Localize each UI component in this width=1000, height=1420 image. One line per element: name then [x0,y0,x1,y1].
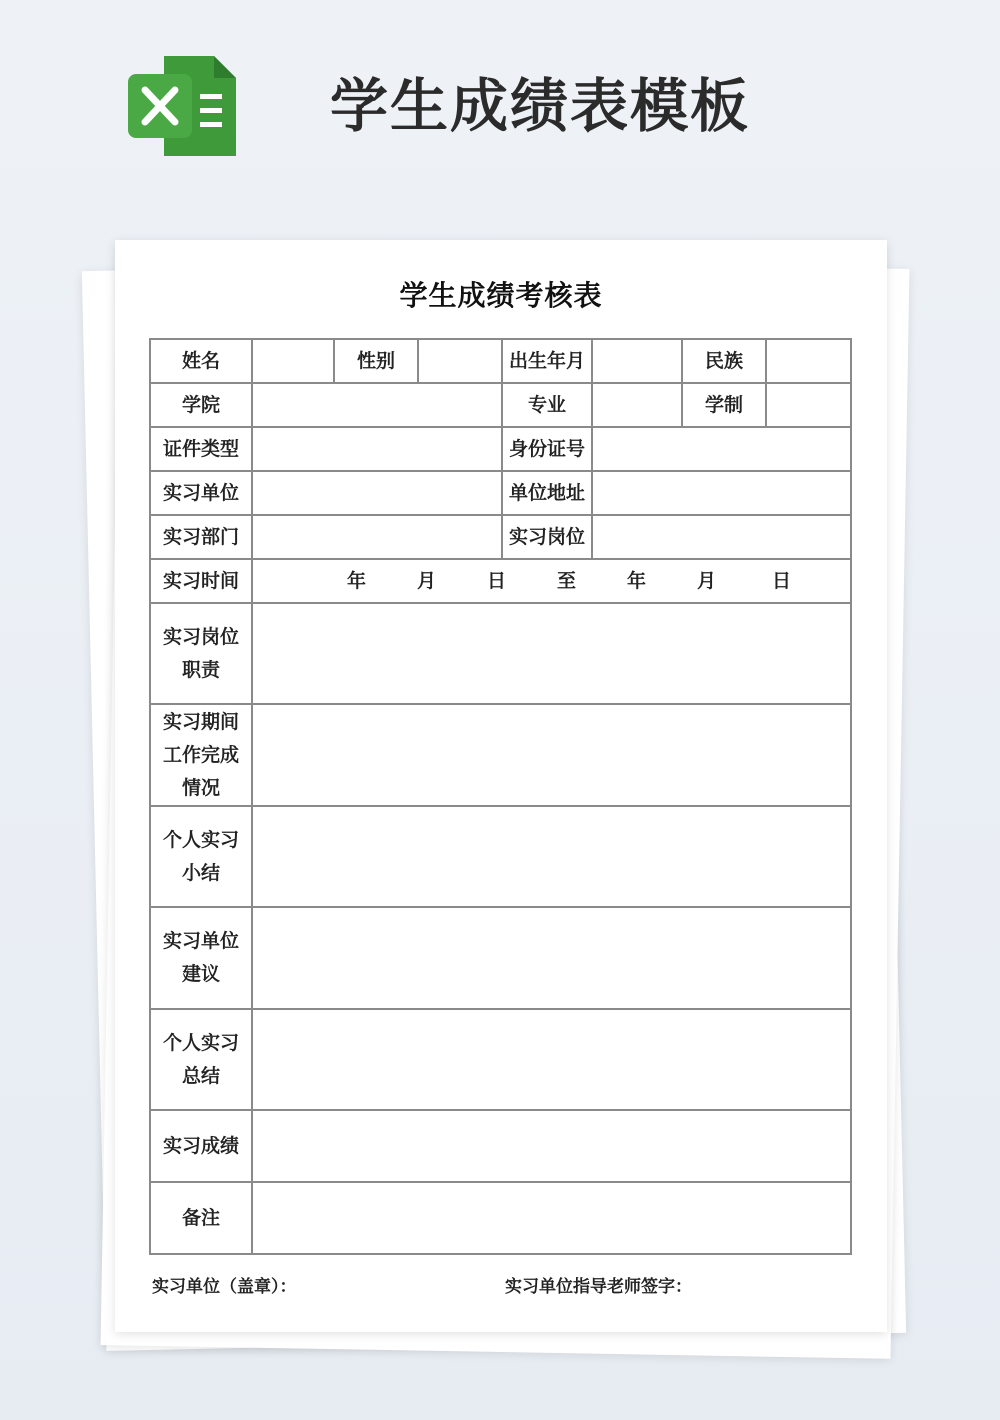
unit-field[interactable] [252,471,502,515]
form-title: 学生成绩考核表 [399,279,603,312]
label-line: 小结 [181,861,220,884]
period-to: 至 [556,569,576,592]
teacher-sign-label: 实习单位指导老师签字： [505,1277,692,1297]
label-name: 姓名 [150,339,252,383]
advice-field[interactable] [252,907,851,1009]
table-row [150,1182,851,1254]
unit-stamp-label: 实习单位（盖章）： [152,1277,297,1297]
table-row [150,907,851,1009]
label-college: 学院 [150,383,252,427]
table-row [150,1110,851,1182]
birth-field[interactable] [592,339,682,383]
id-number-field[interactable] [592,427,851,471]
page-title: 学生成绩表模板 [330,72,751,140]
label-work [150,704,252,806]
label-id-type: 证件类型 [150,427,252,471]
assessment-table [149,338,852,1255]
label-conclusion [150,1009,252,1110]
period-field[interactable] [252,559,851,603]
label-ethnicity: 民族 [682,339,766,383]
major-field[interactable] [592,383,682,427]
label-grade: 实习成绩 [150,1110,252,1182]
label-department: 实习部门 [150,515,252,559]
ethnicity-field[interactable] [766,339,851,383]
label-line: 工作完成 [162,743,239,766]
label-gender: 性别 [334,339,418,383]
table-row [150,704,851,806]
table-row [150,383,851,427]
label-line: 个人实习 [162,828,239,851]
conclusion-field[interactable] [252,1009,851,1110]
table-row [150,427,851,471]
label-line: 实习岗位 [162,625,239,648]
duration-field[interactable] [766,383,851,427]
college-field[interactable] [252,383,502,427]
position-field[interactable] [592,515,851,559]
name-field[interactable] [252,339,334,383]
label-line: 情况 [181,776,220,799]
unit-address-field[interactable] [592,471,851,515]
table-row [150,559,851,603]
label-period: 实习时间 [150,559,252,603]
label-line: 职责 [181,658,220,681]
duties-field[interactable] [252,603,851,704]
label-line: 实习单位 [162,930,239,952]
summary-field[interactable] [252,806,851,907]
period-year-from: 年 [346,569,366,592]
period-month-to: 月 [696,569,716,592]
grade-field[interactable] [252,1110,851,1182]
label-id-number: 身份证号 [502,427,592,471]
period-year-to: 年 [626,569,646,592]
table-row [150,603,851,704]
label-major: 专业 [502,383,592,427]
label-remarks: 备注 [150,1182,252,1254]
label-line: 总结 [181,1064,220,1087]
label-duties [150,603,252,704]
period-day-from: 日 [486,569,506,592]
label-advice [150,907,252,1009]
table-row [150,806,851,907]
gender-field[interactable] [418,339,502,383]
label-unit: 实习单位 [150,471,252,515]
label-line: 实习期间 [162,710,239,733]
label-summary [150,806,252,907]
excel-icon [128,56,236,156]
table-row [150,471,851,515]
label-unit-address: 单位地址 [502,471,592,515]
remarks-field[interactable] [252,1182,851,1254]
label-line: 建议 [181,963,220,985]
department-field[interactable] [252,515,502,559]
table-row [150,1009,851,1110]
period-day-to: 日 [771,569,791,592]
label-line: 个人实习 [162,1031,239,1054]
table-row [150,339,851,383]
label-birth: 出生年月 [502,339,592,383]
label-position: 实习岗位 [502,515,592,559]
id-type-field[interactable] [252,427,502,471]
table-row [150,515,851,559]
work-field[interactable] [252,704,851,806]
page-header [0,0,1000,200]
form-sheet [115,240,887,1332]
label-duration: 学制 [682,383,766,427]
period-month-from: 月 [416,569,436,592]
